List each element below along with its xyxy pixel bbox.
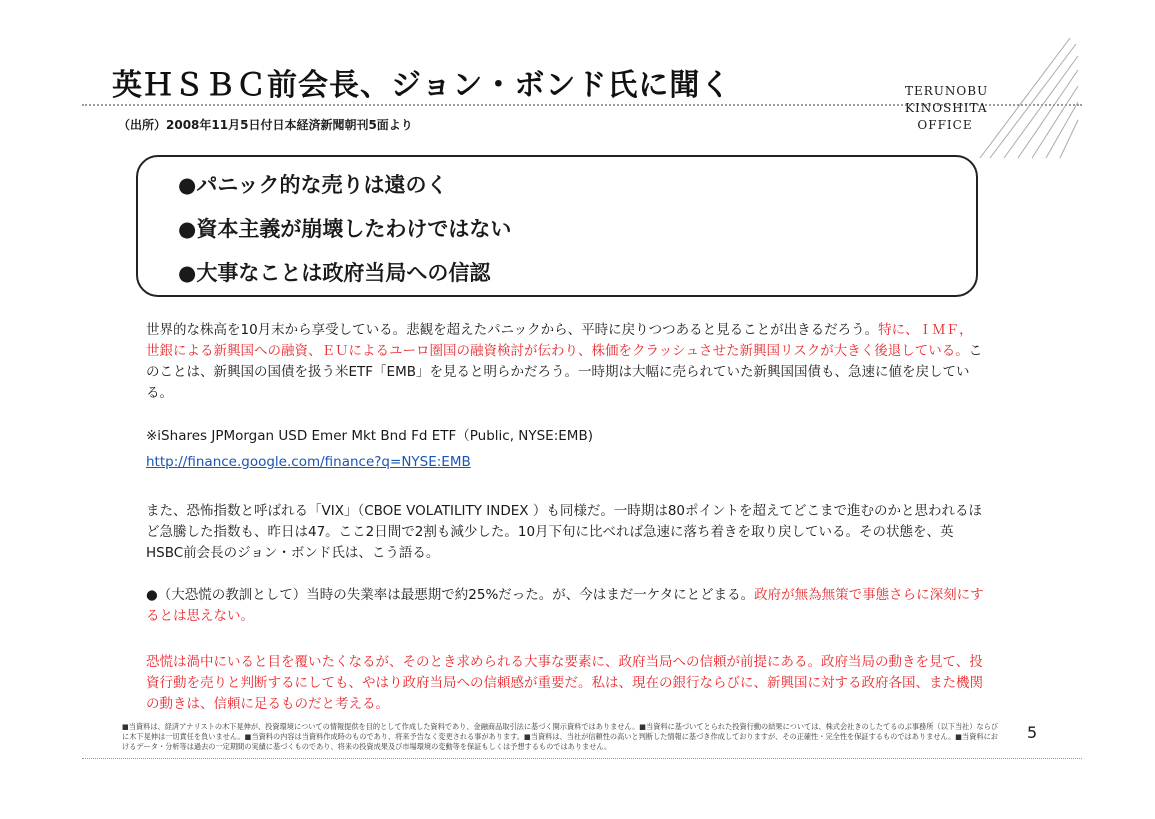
p1-text-continued: このことは、新興国の国債を扱う米ETF「EMB」を見ると明らかだろう。一時期は大幅に売られていた新興国国債も、急速に値を戻している。 [146, 343, 983, 401]
p1-text-highlight: 特に、ＩＭＦ，世銀による新興国への融資、ＥＵによるユーロ圏国の融資検討が伝わり、株価をクラッシュさせた新興国リスクが大きく後退している。 [146, 322, 973, 359]
page-number: 5 [1027, 723, 1038, 742]
slide-title: 英ＨＳＢＣ前会長、ジョン・ボンド氏に聞く [112, 68, 732, 103]
footer-divider [82, 758, 1082, 759]
office-logo-text [905, 83, 989, 134]
source-citation: （出所）2008年11月5日付日本経済新聞朝刊5面より [118, 118, 413, 132]
body-paragraph-quote [146, 585, 986, 627]
office-line-2: KINOSHITA [905, 101, 988, 115]
key-point-3: ●大事なことは政府当局への信認 [178, 261, 491, 285]
key-point-1: ●パニック的な売りは遠のく [178, 173, 448, 197]
office-line-3: OFFICE [917, 118, 973, 132]
finance-link[interactable]: http://finance.google.com/finance?q=NYSE:EMB [146, 454, 471, 470]
body-paragraph-1 [146, 320, 986, 404]
body-paragraph-vix: また、恐怖指数と呼ばれる「VIX」（CBOE VOLATILITY INDEX ）も同様だ。一時期は80ポイントを超えてどこまで進むのかと思われるほど急騰した指数も、昨日は47。ここ2日間で2割も減少した。10月下旬に比べれば急速に落ち着きを取り戻している。その状態を、英HSBC前会長のジョン・ボンド氏は、こう語る。 [146, 503, 982, 561]
quote-text-highlight: 政府が無為無策で事態さらに深刻にするとは思えない。 [146, 587, 984, 624]
body-paragraph-conclusion: 恐慌は渦中にいると目を覆いたくなるが、そのとき求められる大事な要素に、政府当局への信頼が前提にある。政府当局の動きを見て、投資行動を売りと判断するにしても、やはり政府当局への信頼感が重要だ。私は、現在の銀行ならびに、新興国に対する政府各国、また機関の動きは、信頼に足るものだと考える。 [146, 654, 983, 712]
etf-reference: ※iShares JPMorgan USD Emer Mkt Bnd Fd ETF（Public, NYSE:EMB) [146, 428, 593, 444]
key-point-2: ●資本主義が崩壊したわけではない [178, 217, 512, 241]
disclaimer-text: ■当資料は、経済アナリストの木下晃伸が、投資環境についての情報提供を目的として作成した資料であり、金融商品取引法に基づく開示資料ではありません。■当資料に基づいてとられた投資行動の結果については、株式会社きのしたてるのぶ事務所（以下当社）ならびに木下晃伸は一切責任を負いません。■当資料の内容は当資料作成時のものであり、将来予告なく変更される事があります。■当資料は、当社が信頼性の高いと判断した情報に基づき作成しておりますが、その正確性・完全性を保証するものではありません。■当資料におけるデータ・分析等は過去の一定期間の実績に基づくものであり、将来の投資成果及び市場環境の変動等を保証もしくは予想するものではありません。 [122, 722, 999, 751]
quote-text-normal: ●（大恐慌の教訓として）当時の失業率は最悪期で約25%だった。が、今はまだ一ケタにとどまる。 [146, 587, 755, 603]
office-line-1: TERUNOBU [905, 84, 989, 98]
p1-text-normal: 世界的な株高を10月末から享受している。悲観を超えたパニックから、平時に戻りつつあると見ることが出きるだろう。 [146, 322, 879, 338]
